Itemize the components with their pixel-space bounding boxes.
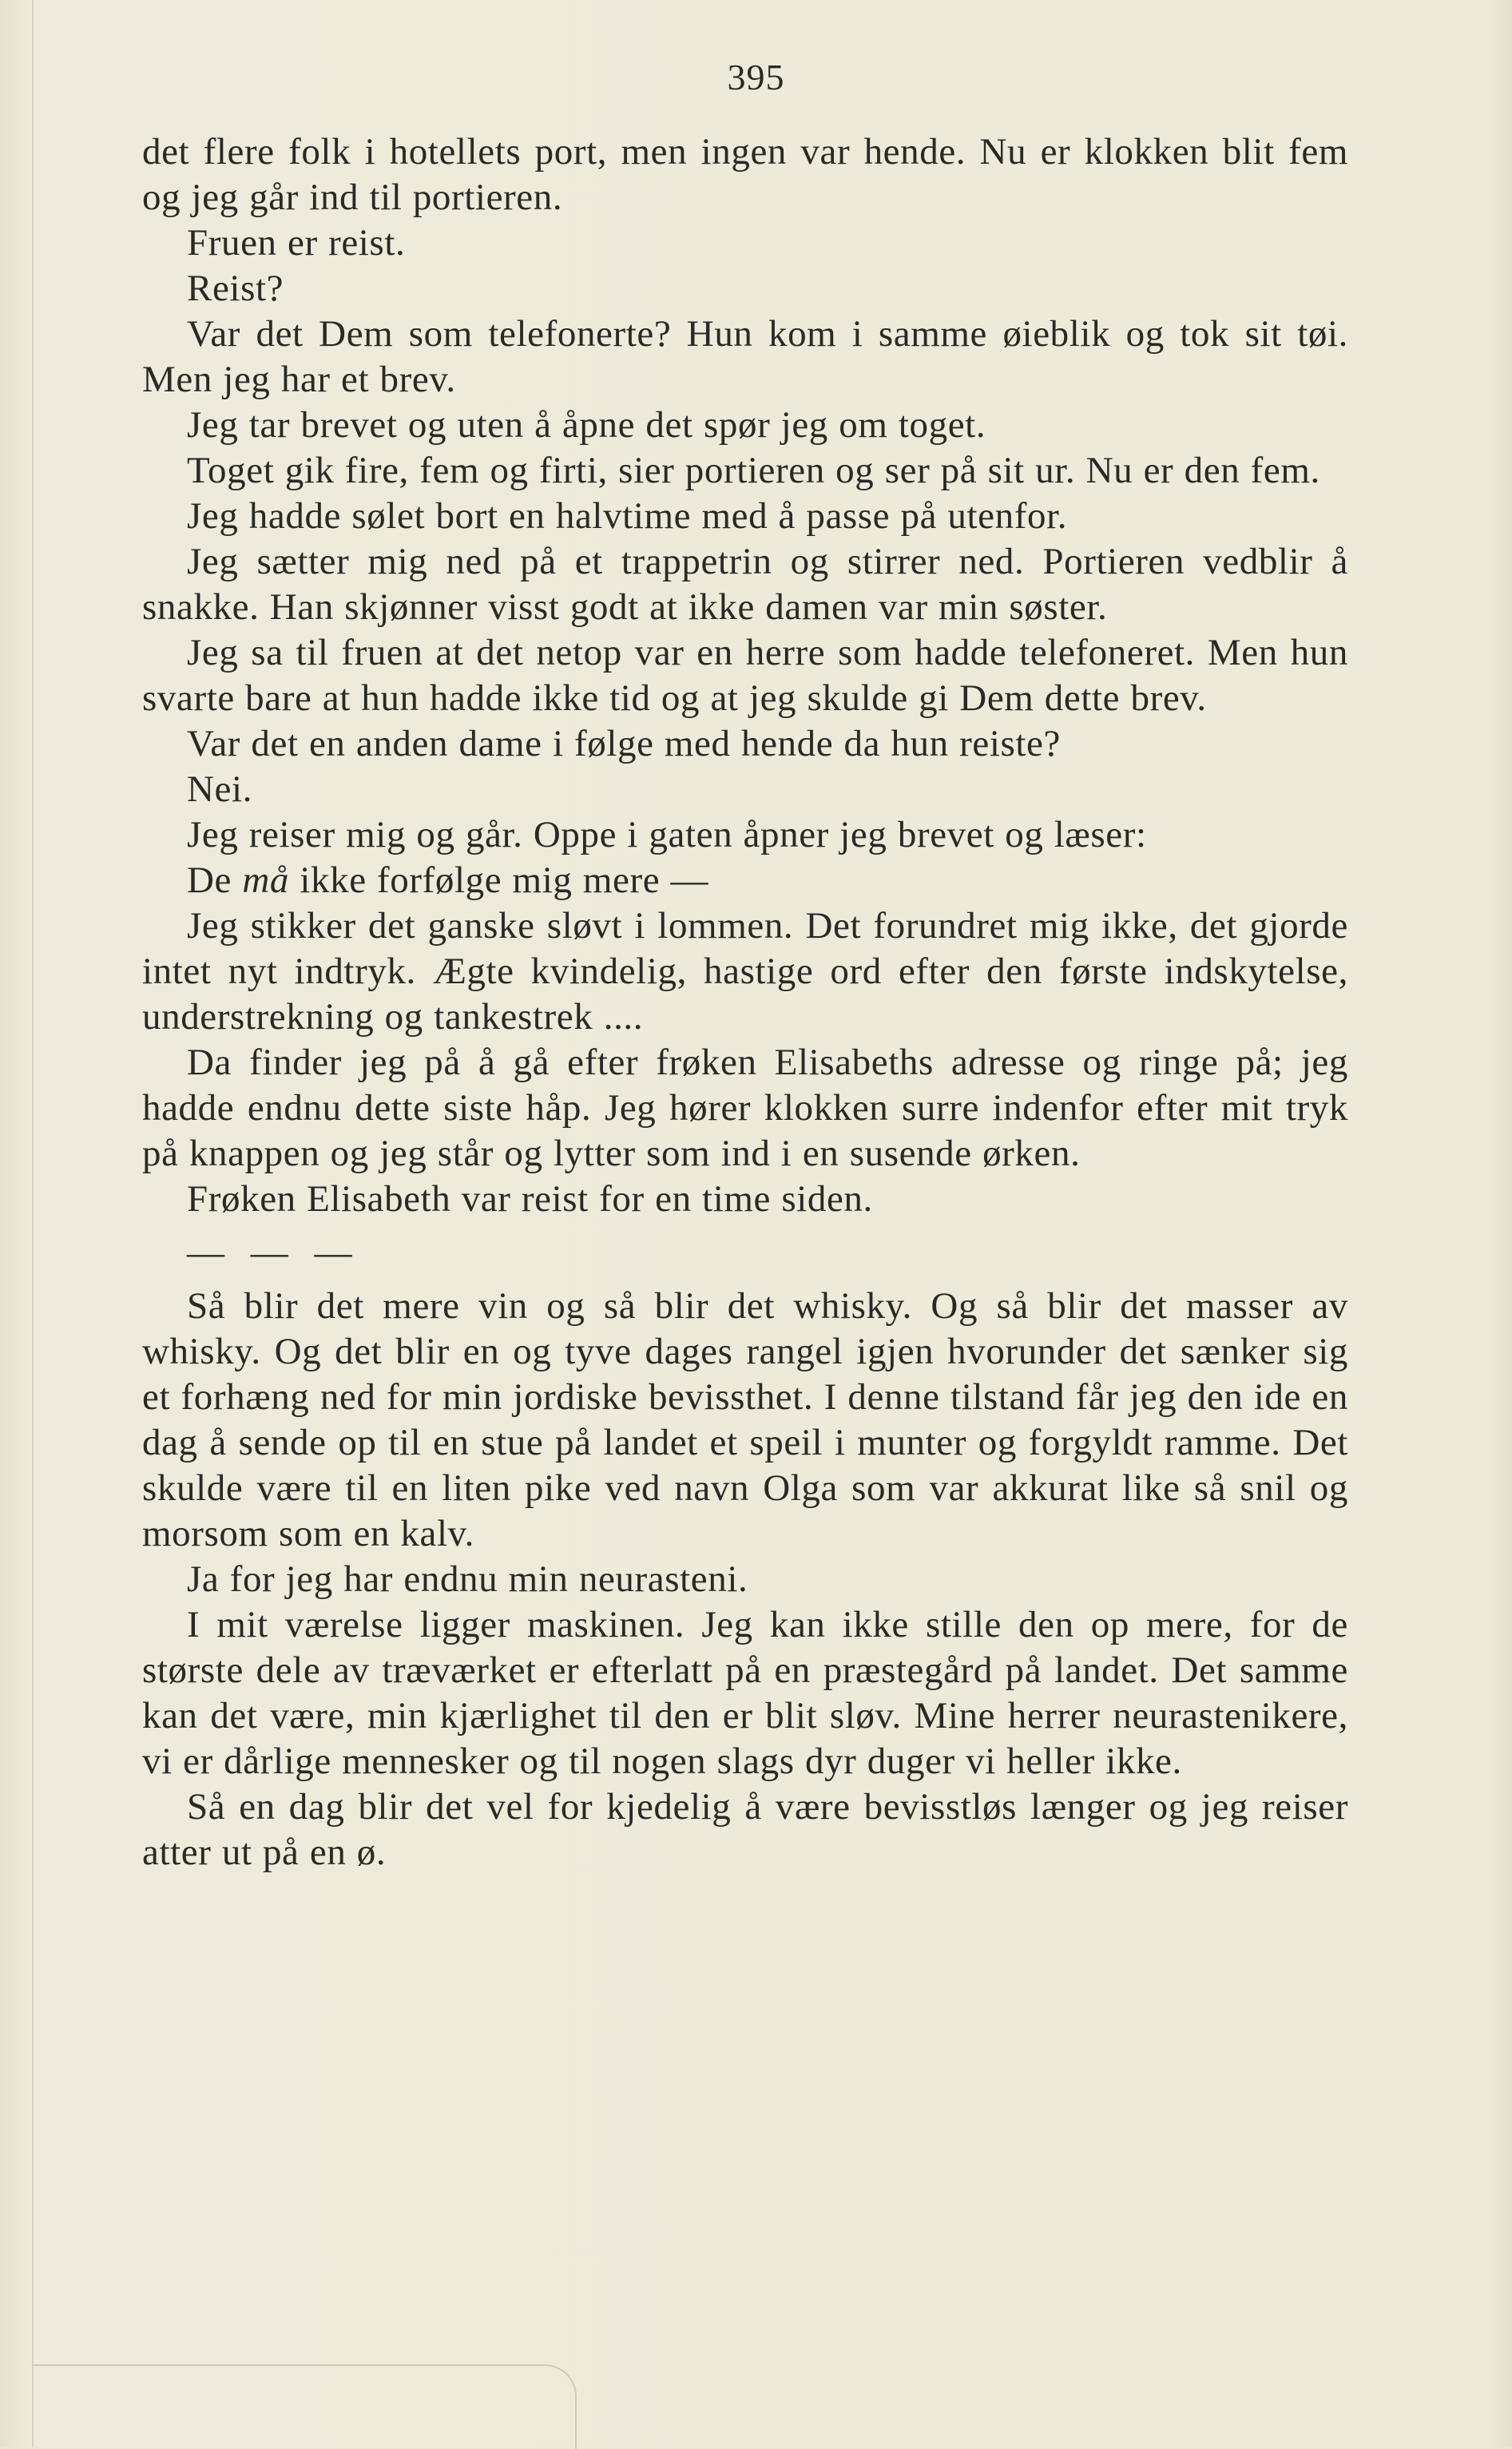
paragraph-11: Nei. [187,768,253,810]
paragraph-6: Toget gik fire, fem og firti, sier portieren og ser på sit ur. Nu er den fem. [187,450,1320,491]
paragraph-8: Jeg sætter mig ned på et trappetrin og stirrer ned. Portieren vedblir å snakke. Han skjønner visst godt at ikke damen var min søster. [142,541,1348,628]
body-text [142,129,1348,1875]
page-corner-tab [32,2364,577,2449]
paragraph-3: Reist? [187,268,284,309]
paragraph-1: det flere folk i hotellets port, men ingen var hende. Nu er klokken blit fem og jeg går ind til portieren. [142,131,1348,218]
letter-quote-emphasis: må [242,859,290,901]
paragraph-19: Så en dag blir det vel for kjedelig å være bevisstløs længer og jeg reiser atter ut på en ø. [142,1786,1348,1873]
paragraph-4: Var det Dem som telefonerte? Hun kom i samme øieblik og tok sit tøi. Men jeg har et brev. [142,313,1348,400]
paragraph-14: Da finder jeg på å gå efter frøken Elisabeths adresse og ringe på; jeg hadde endnu dette siste håp. Jeg hører klokken surre indenfor efter mit tryk på knappen og jeg står og lytter som ind i en susende ørken. [142,1042,1348,1174]
paragraph-16: Så blir det mere vin og så blir det whisky. Og så blir det masser av whisky. Og det blir en og tyve dages rangel igjen hvorunder det sænker sig et forhæng ned for min jordiske bevissthet. I denne tilstand får jeg den ide en dag å sende op til en stue på landet et speil i munter og forgyldt ramme. Det skulde være til en liten pike ved navn Olga som var akkurat like så snil og morsom som en kalv. [142,1285,1348,1554]
page-number: 395 [727,57,785,97]
section-separator: — — — [187,1232,360,1273]
paragraph-13: Jeg stikker det ganske sløvt i lommen. Det forundret mig ikke, det gjorde intet nyt indtryk. Ægte kvindelig, hastige ord efter den første indskytelse, understrekning og tankestrek .... [142,905,1348,1038]
paragraph-17: Ja for jeg har endnu min neurasteni. [187,1558,748,1600]
paragraph-2: Fruen er reist. [187,222,406,264]
letter-quote-before: De [187,859,243,901]
paragraph-15: Frøken Elisabeth var reist for en time siden. [187,1178,873,1220]
page-binding-edge [0,0,34,2447]
letter-quote [142,858,1348,903]
paragraph-9: Jeg sa til fruen at det netop var en herre som hadde telefoneret. Men hun svarte bare at hun hadde ikke tid og at jeg skulde gi Dem dette brev. [142,632,1348,719]
paragraph-18: I mit værelse ligger maskinen. Jeg kan ikke stille den op mere, for de største dele av træværket er efterlatt på en præstegård på landet. Det samme kan det være, min kjærlighet til den er blit sløv. Mine herrer neurastenikere, vi er dårlige mennesker og til nogen slags dyr duger vi heller ikke. [142,1604,1348,1782]
paragraph-7: Jeg hadde sølet bort en halvtime med å passe på utenfor. [187,495,1068,537]
letter-quote-after: ikke forfølge mig mere — [289,859,709,901]
paragraph-5: Jeg tar brevet og uten å åpne det spør jeg om toget. [187,404,986,446]
paragraph-12: Jeg reiser mig og går. Oppe i gaten åpner jeg brevet og læser: [187,814,1147,855]
paragraph-10: Var det en anden dame i følge med hende da hun reiste? [187,723,1061,764]
